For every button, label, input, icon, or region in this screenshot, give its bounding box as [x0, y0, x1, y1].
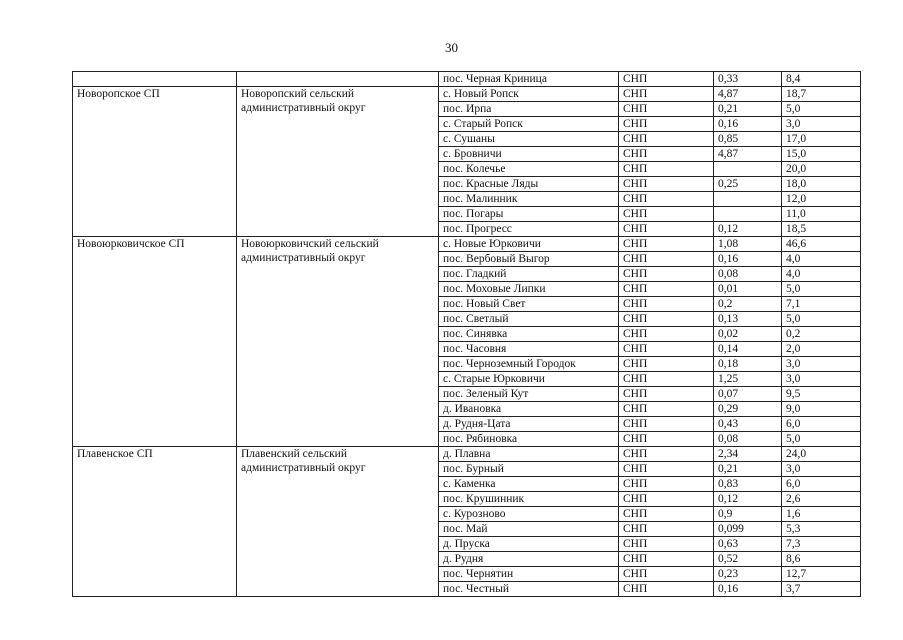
settlement-cell: пос. Бурный — [439, 462, 619, 477]
value-b-cell: 17,0 — [782, 132, 861, 147]
value-b-cell: 6,0 — [782, 477, 861, 492]
value-b-cell: 5,0 — [782, 102, 861, 117]
type-cell: СНП — [619, 462, 714, 477]
settlement-cell: с. Бровничи — [439, 147, 619, 162]
type-cell: СНП — [619, 552, 714, 567]
okrug-name-cell: Новоюрковичский сельский административный округ — [237, 237, 439, 447]
type-cell: СНП — [619, 87, 714, 102]
type-cell: СНП — [619, 522, 714, 537]
type-cell: СНП — [619, 252, 714, 267]
settlement-cell: пос. Погары — [439, 207, 619, 222]
value-b-cell: 3,0 — [782, 117, 861, 132]
settlement-cell: д. Плавна — [439, 447, 619, 462]
settlement-cell: с. Новые Юрковичи — [439, 237, 619, 252]
type-cell: СНП — [619, 267, 714, 282]
settlement-cell: с. Каменка — [439, 477, 619, 492]
settlement-cell: пос. Прогресс — [439, 222, 619, 237]
okrug-name-cell: Плавенский сельский административный округ — [237, 447, 439, 597]
type-cell: СНП — [619, 387, 714, 402]
value-a-cell: 0,33 — [714, 72, 782, 87]
value-a-cell: 0,12 — [714, 222, 782, 237]
value-a-cell: 0,08 — [714, 432, 782, 447]
value-b-cell: 11,0 — [782, 207, 861, 222]
value-b-cell: 12,0 — [782, 192, 861, 207]
value-a-cell: 0,12 — [714, 492, 782, 507]
value-b-cell: 18,0 — [782, 177, 861, 192]
type-cell: СНП — [619, 432, 714, 447]
value-a-cell: 0,85 — [714, 132, 782, 147]
value-b-cell: 0,2 — [782, 327, 861, 342]
value-a-cell: 0,16 — [714, 582, 782, 597]
settlement-cell: пос. Новый Свет — [439, 297, 619, 312]
value-b-cell: 7,3 — [782, 537, 861, 552]
value-a-cell — [714, 162, 782, 177]
value-b-cell: 4,0 — [782, 252, 861, 267]
value-b-cell: 9,0 — [782, 402, 861, 417]
settlement-cell: пос. Ирпа — [439, 102, 619, 117]
settlement-cell: с. Старый Ропск — [439, 117, 619, 132]
value-a-cell: 0,2 — [714, 297, 782, 312]
value-a-cell: 0,23 — [714, 567, 782, 582]
value-a-cell: 0,01 — [714, 282, 782, 297]
table-row — [73, 447, 861, 462]
settlement-cell: пос. Черноземный Городок — [439, 357, 619, 372]
value-b-cell: 2,6 — [782, 492, 861, 507]
type-cell: СНП — [619, 102, 714, 117]
type-cell: СНП — [619, 357, 714, 372]
value-b-cell: 5,0 — [782, 432, 861, 447]
sp-name-cell: Плавенское СП — [73, 447, 237, 597]
value-b-cell: 3,0 — [782, 357, 861, 372]
type-cell: СНП — [619, 327, 714, 342]
value-b-cell: 8,6 — [782, 552, 861, 567]
type-cell: СНП — [619, 72, 714, 87]
settlement-cell: пос. Красные Ляды — [439, 177, 619, 192]
type-cell: СНП — [619, 492, 714, 507]
settlement-cell: пос. Малинник — [439, 192, 619, 207]
settlement-cell: пос. Чернятин — [439, 567, 619, 582]
value-a-cell: 0,08 — [714, 267, 782, 282]
value-a-cell: 0,02 — [714, 327, 782, 342]
type-cell: СНП — [619, 342, 714, 357]
value-a-cell: 1,08 — [714, 237, 782, 252]
value-b-cell: 18,5 — [782, 222, 861, 237]
settlement-cell: д. Пруска — [439, 537, 619, 552]
value-a-cell: 0,25 — [714, 177, 782, 192]
type-cell: СНП — [619, 192, 714, 207]
type-cell: СНП — [619, 117, 714, 132]
value-b-cell: 18,7 — [782, 87, 861, 102]
value-a-cell: 0,63 — [714, 537, 782, 552]
settlement-cell: пос. Черная Криница — [439, 72, 619, 87]
type-cell: СНП — [619, 132, 714, 147]
page-number: 30 — [445, 40, 458, 55]
type-cell: СНП — [619, 507, 714, 522]
settlement-cell: пос. Май — [439, 522, 619, 537]
okrug-name-cell: Новоропский сельский административный округ — [237, 87, 439, 237]
value-b-cell: 7,1 — [782, 297, 861, 312]
settlement-cell: пос. Гладкий — [439, 267, 619, 282]
table-row — [73, 72, 861, 87]
settlement-cell: пос. Крушинник — [439, 492, 619, 507]
settlement-cell: д. Рудня — [439, 552, 619, 567]
value-a-cell: 0,13 — [714, 312, 782, 327]
value-a-cell: 0,18 — [714, 357, 782, 372]
value-a-cell: 0,83 — [714, 477, 782, 492]
type-cell: СНП — [619, 177, 714, 192]
value-a-cell: 0,21 — [714, 462, 782, 477]
type-cell: СНП — [619, 447, 714, 462]
settlement-cell: д. Ивановка — [439, 402, 619, 417]
settlements-table — [72, 71, 861, 597]
value-a-cell: 0,21 — [714, 102, 782, 117]
type-cell: СНП — [619, 222, 714, 237]
settlement-cell: пос. Зеленый Кут — [439, 387, 619, 402]
value-b-cell: 5,3 — [782, 522, 861, 537]
value-a-cell — [714, 192, 782, 207]
value-b-cell: 20,0 — [782, 162, 861, 177]
value-a-cell: 4,87 — [714, 87, 782, 102]
value-b-cell: 6,0 — [782, 417, 861, 432]
value-b-cell: 15,0 — [782, 147, 861, 162]
value-a-cell: 2,34 — [714, 447, 782, 462]
type-cell: СНП — [619, 237, 714, 252]
settlement-cell: с. Старые Юрковичи — [439, 372, 619, 387]
value-a-cell: 0,16 — [714, 117, 782, 132]
settlement-cell: пос. Моховые Липки — [439, 282, 619, 297]
value-b-cell: 5,0 — [782, 282, 861, 297]
value-b-cell: 46,6 — [782, 237, 861, 252]
sp-name-cell: Новоропское СП — [73, 87, 237, 237]
settlement-cell: пос. Рябиновка — [439, 432, 619, 447]
value-b-cell: 8,4 — [782, 72, 861, 87]
value-b-cell: 3,7 — [782, 582, 861, 597]
value-b-cell: 3,0 — [782, 372, 861, 387]
value-a-cell: 1,25 — [714, 372, 782, 387]
value-a-cell: 0,9 — [714, 507, 782, 522]
type-cell: СНП — [619, 402, 714, 417]
value-a-cell: 4,87 — [714, 147, 782, 162]
settlement-cell: с. Новый Ропск — [439, 87, 619, 102]
type-cell: СНП — [619, 207, 714, 222]
value-a-cell: 0,07 — [714, 387, 782, 402]
sp-name-cell — [73, 72, 237, 87]
table-row — [73, 237, 861, 252]
type-cell: СНП — [619, 537, 714, 552]
value-b-cell: 1,6 — [782, 507, 861, 522]
value-b-cell: 5,0 — [782, 312, 861, 327]
settlement-cell: пос. Вербовый Выгор — [439, 252, 619, 267]
type-cell: СНП — [619, 582, 714, 597]
settlement-cell: с. Курозново — [439, 507, 619, 522]
settlement-cell: пос. Часовня — [439, 342, 619, 357]
type-cell: СНП — [619, 477, 714, 492]
value-a-cell: 0,099 — [714, 522, 782, 537]
table-row — [73, 87, 861, 102]
type-cell: СНП — [619, 372, 714, 387]
value-b-cell: 4,0 — [782, 267, 861, 282]
type-cell: СНП — [619, 147, 714, 162]
value-a-cell: 0,52 — [714, 552, 782, 567]
type-cell: СНП — [619, 297, 714, 312]
value-b-cell: 9,5 — [782, 387, 861, 402]
type-cell: СНП — [619, 282, 714, 297]
value-a-cell: 0,16 — [714, 252, 782, 267]
type-cell: СНП — [619, 417, 714, 432]
value-a-cell: 0,43 — [714, 417, 782, 432]
value-b-cell: 24,0 — [782, 447, 861, 462]
value-a-cell: 0,29 — [714, 402, 782, 417]
value-b-cell: 12,7 — [782, 567, 861, 582]
value-a-cell: 0,14 — [714, 342, 782, 357]
sp-name-cell: Новоюрковичское СП — [73, 237, 237, 447]
settlement-cell: пос. Честный — [439, 582, 619, 597]
type-cell: СНП — [619, 162, 714, 177]
type-cell: СНП — [619, 312, 714, 327]
settlement-cell: д. Рудня-Цата — [439, 417, 619, 432]
value-b-cell: 2,0 — [782, 342, 861, 357]
okrug-name-cell — [237, 72, 439, 87]
value-a-cell — [714, 207, 782, 222]
type-cell: СНП — [619, 567, 714, 582]
settlement-cell: пос. Колечье — [439, 162, 619, 177]
value-b-cell: 3,0 — [782, 462, 861, 477]
settlement-cell: пос. Светлый — [439, 312, 619, 327]
settlement-cell: с. Сушаны — [439, 132, 619, 147]
settlement-cell: пос. Синявка — [439, 327, 619, 342]
